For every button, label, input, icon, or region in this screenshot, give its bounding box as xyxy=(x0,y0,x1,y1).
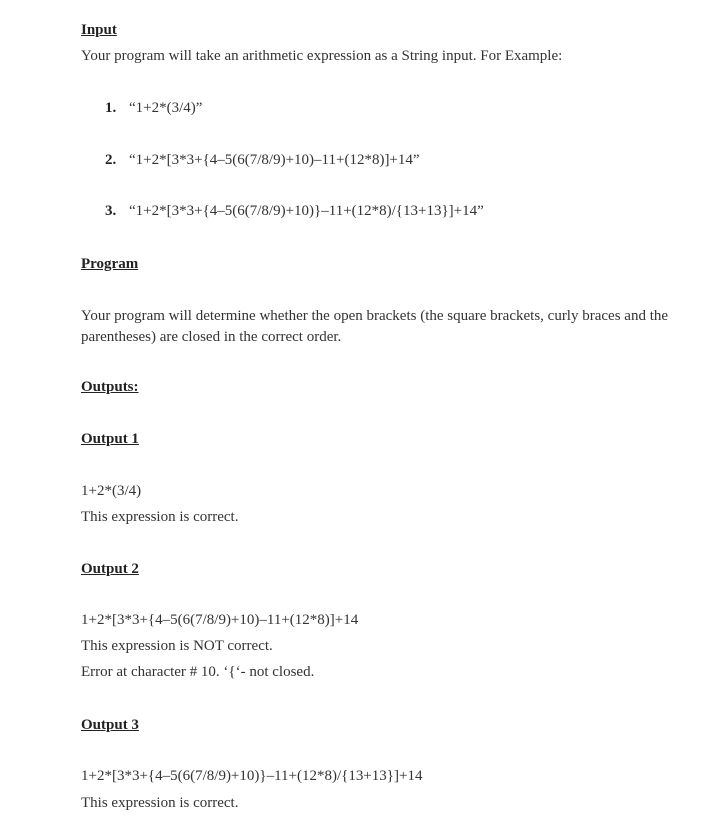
example-item-3 xyxy=(105,202,484,220)
example-number: 3. xyxy=(105,203,117,219)
example-text: “1+2*[3*3+{4–5(6(7/8/9)+10)}–11+(12*8)/{13+13}]+14” xyxy=(129,203,484,219)
output-2-result: This expression is NOT correct. xyxy=(81,638,273,654)
output-3-expression: 1+2*[3*3+{4–5(6(7/8/9)+10)}–11+(12*8)/{13+13}]+14 xyxy=(81,768,423,784)
output-2-expression: 1+2*[3*3+{4–5(6(7/8/9)+10)–11+(12*8)]+14 xyxy=(81,612,359,628)
output-1-heading: Output 1 xyxy=(81,431,139,447)
output-3-heading: Output 3 xyxy=(81,717,139,733)
output-1-expression: 1+2*(3/4) xyxy=(81,483,142,499)
example-item-1 xyxy=(105,99,202,117)
example-text: “1+2*(3/4)” xyxy=(129,100,203,116)
example-number: 1. xyxy=(105,100,117,116)
output-2-heading: Output 2 xyxy=(81,561,139,577)
program-heading: Program xyxy=(81,256,139,272)
output-1-result: This expression is correct. xyxy=(81,509,239,525)
output-2-error: Error at character # 10. ‘{‘- not closed. xyxy=(81,664,315,680)
input-intro: Your program will take an arithmetic expression as a String input. For Example: xyxy=(81,48,563,64)
example-text: “1+2*[3*3+{4–5(6(7/8/9)+10)–11+(12*8)]+14” xyxy=(129,152,420,168)
example-number: 2. xyxy=(105,152,117,168)
program-description: Your program will determine whether the open brackets (the square brackets, curly braces and the parentheses) are closed in the correct order. xyxy=(81,308,669,345)
example-item-2 xyxy=(105,151,420,169)
outputs-heading: Outputs: xyxy=(81,379,139,395)
output-3-result: This expression is correct. xyxy=(81,795,239,811)
input-heading: Input xyxy=(81,22,117,38)
